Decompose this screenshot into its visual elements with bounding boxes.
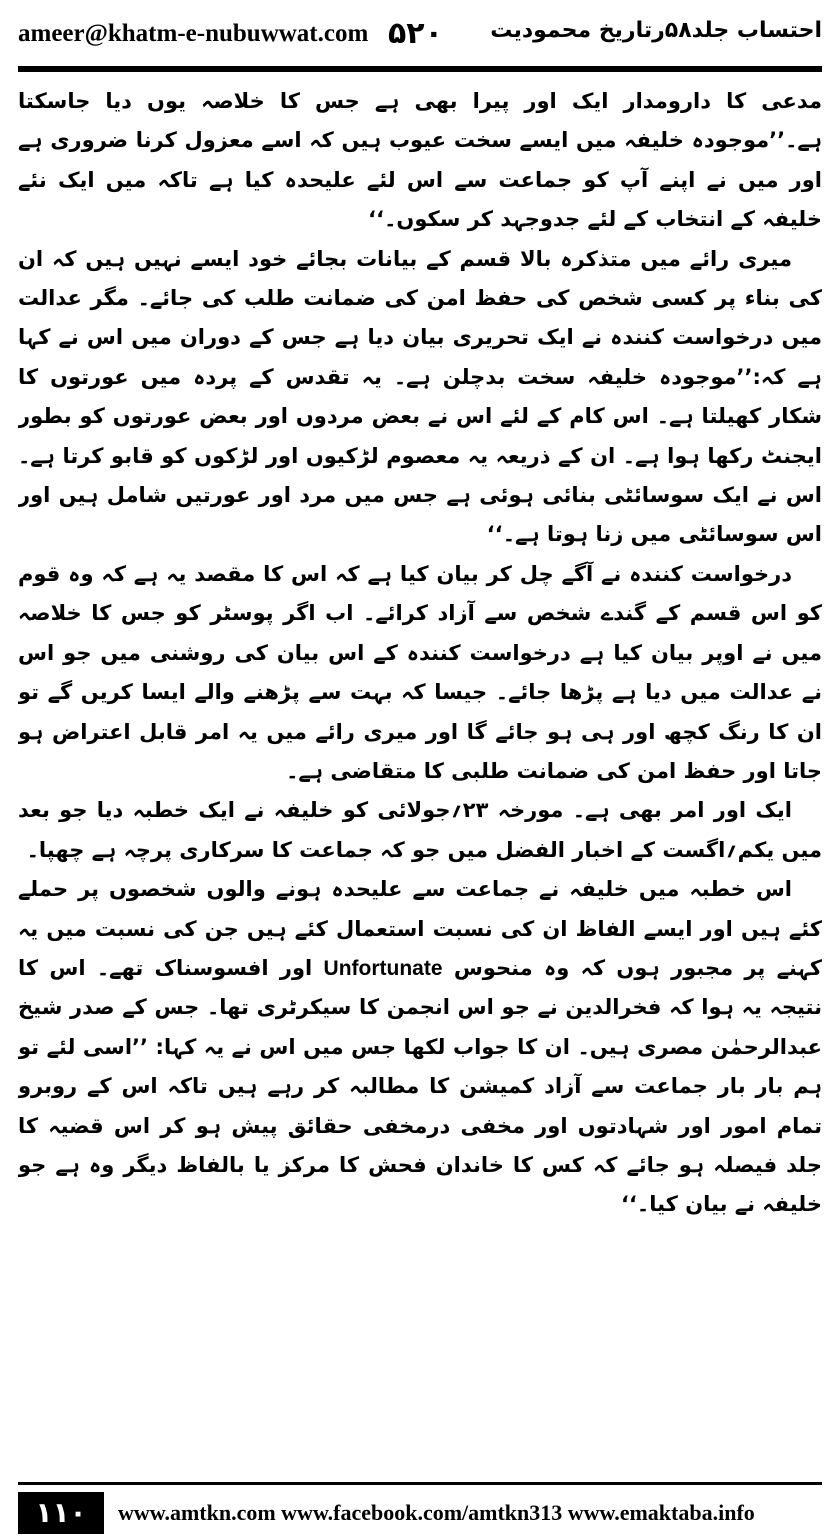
page-footer xyxy=(0,1482,840,1540)
header-book-title: احتساب جلد۵۸رتاریخ محمودیت xyxy=(490,18,822,43)
header-divider xyxy=(18,66,822,72)
document-body xyxy=(18,82,822,1462)
paragraph-2: میری رائے میں متذکرہ بالا قسم کے بیانات بجائے خود ایسے نہیں ہیں کہ ان کی بناء پر کسی شخص کی حفظ امن کی ضمانت طلب کی جائے۔ مگر عدالت میں درخواست کنندہ نے ایک تحریری بیان دیا ہے جس کے دوران میں اس نے کہا ہے کہ:’’موجودہ خلیفہ سخت بدچلن ہے۔ یہ تقدس کے پردہ میں عورتوں کا شکار کھیلتا ہے۔ اس کام کے لئے اس نے بعض مردوں اور بعض عورتوں کو بطور ایجنٹ رکھا ہوا ہے۔ ان کے ذریعہ یہ معصوم لڑکیوں اور لڑکوں کو قابو کرتا ہے۔ اس نے ایک سوسائٹی بنائی ہوئی ہے جس میں مرد اور عورتیں شامل ہیں اور اس سوسائٹی میں زنا ہوتا ہے۔‘‘ xyxy=(18,246,822,547)
english-term: Unfortunate xyxy=(323,956,443,980)
footer-websites: www.amtkn.com www.facebook.com/amtkn313 www.emaktaba.info xyxy=(118,1500,755,1525)
header-email: ameer@khatm-e-nubuwwat.com xyxy=(18,20,369,47)
paragraph-4: ایک اور امر بھی ہے۔ مورخہ ۲۳؍جولائی کو خلیفہ نے ایک خطبہ دیا جو بعد میں یکم؍اگست کے اخبار الفضل میں جو کہ جماعت کا سرکاری پرچہ ہے چھپا۔ xyxy=(18,798,822,862)
paragraph-5 xyxy=(18,870,822,1225)
footer-page-badge: ۱۱۰ xyxy=(18,1492,104,1534)
paragraph-3: درخواست کنندہ نے آگے چل کر بیان کیا ہے کہ اس کا مقصد یہ ہے کہ وہ قوم کو اس قسم کے گندے شخص سے آزاد کرائے۔ اب اگر پوسٹر کو جس کا خلاصہ میں نے اوپر بیان کیا ہے درخواست کنندہ کے اس بیان کی روشنی میں جو اس نے عدالت میں دیا ہے پڑھا جائے۔ جیسا کہ بہت سے پڑھنے والے ایسا کریں گے تو ان کا رنگ کچھ اور ہی ہو جائے گا اور میری رائے میں یہ امر قابل اعتراض ہو جاتا اور حفظ امن کی ضمانت طلبی کا متقاضی ہے۔ xyxy=(18,561,822,783)
paragraph-5-part-1: اس خطبہ میں خلیفہ نے جماعت سے علیحدہ ہونے والوں شخصوں پر حملے کئے ہیں اور ایسے الفاظ ان کی نسبت استعمال کئے ہیں جن کی نسبت میں یہ کہنے پر مجبور ہوں کہ وہ منحوس xyxy=(18,877,822,980)
header-page-number: ۵۲۰ xyxy=(388,16,443,51)
paragraph-1: مدعی کا دارومدار ایک اور پیرا بھی ہے جس کا خلاصہ یوں دیا جاسکتا ہے۔’’موجودہ خلیفہ میں ایسے سخت عیوب ہیں کہ اسے معزول کرنا ضروری ہے اور میں نے اپنے آپ کو جماعت سے اس لئے علیحدہ کیا ہے تاکہ میں ایک نئے خلیفہ کے انتخاب کے لئے جدوجہد کر سکوں۔‘‘ xyxy=(18,89,822,232)
page-header xyxy=(18,18,822,58)
paragraph-5-part-2: اور افسوسناک تھے۔ اس کا نتیجہ یہ ہوا کہ فخرالدین نے جو اس انجمن کا سیکرٹری تھا۔ جس کے صدر شیخ عبدالرحمٰن مصری ہیں۔ ان کا جواب لکھا جس میں اس نے یہ کہا: ’’اسی لئے تو ہم بار بار جماعت سے آزاد کمیشن کا مطالبہ کر رہے ہیں تاکہ اس کے روبرو تمام امور اور شہادتوں اور مخفی درمخفی حقائق پیش ہو کر اس قضیہ کا جلد فیصلہ ہو جائے کہ کس کا خاندان فحش کا مرکز یا بالفاظ دیگر وہ ہے جو خلیفہ نے بیان کیا۔‘‘ xyxy=(18,955,822,1217)
footer-divider xyxy=(18,1482,822,1485)
